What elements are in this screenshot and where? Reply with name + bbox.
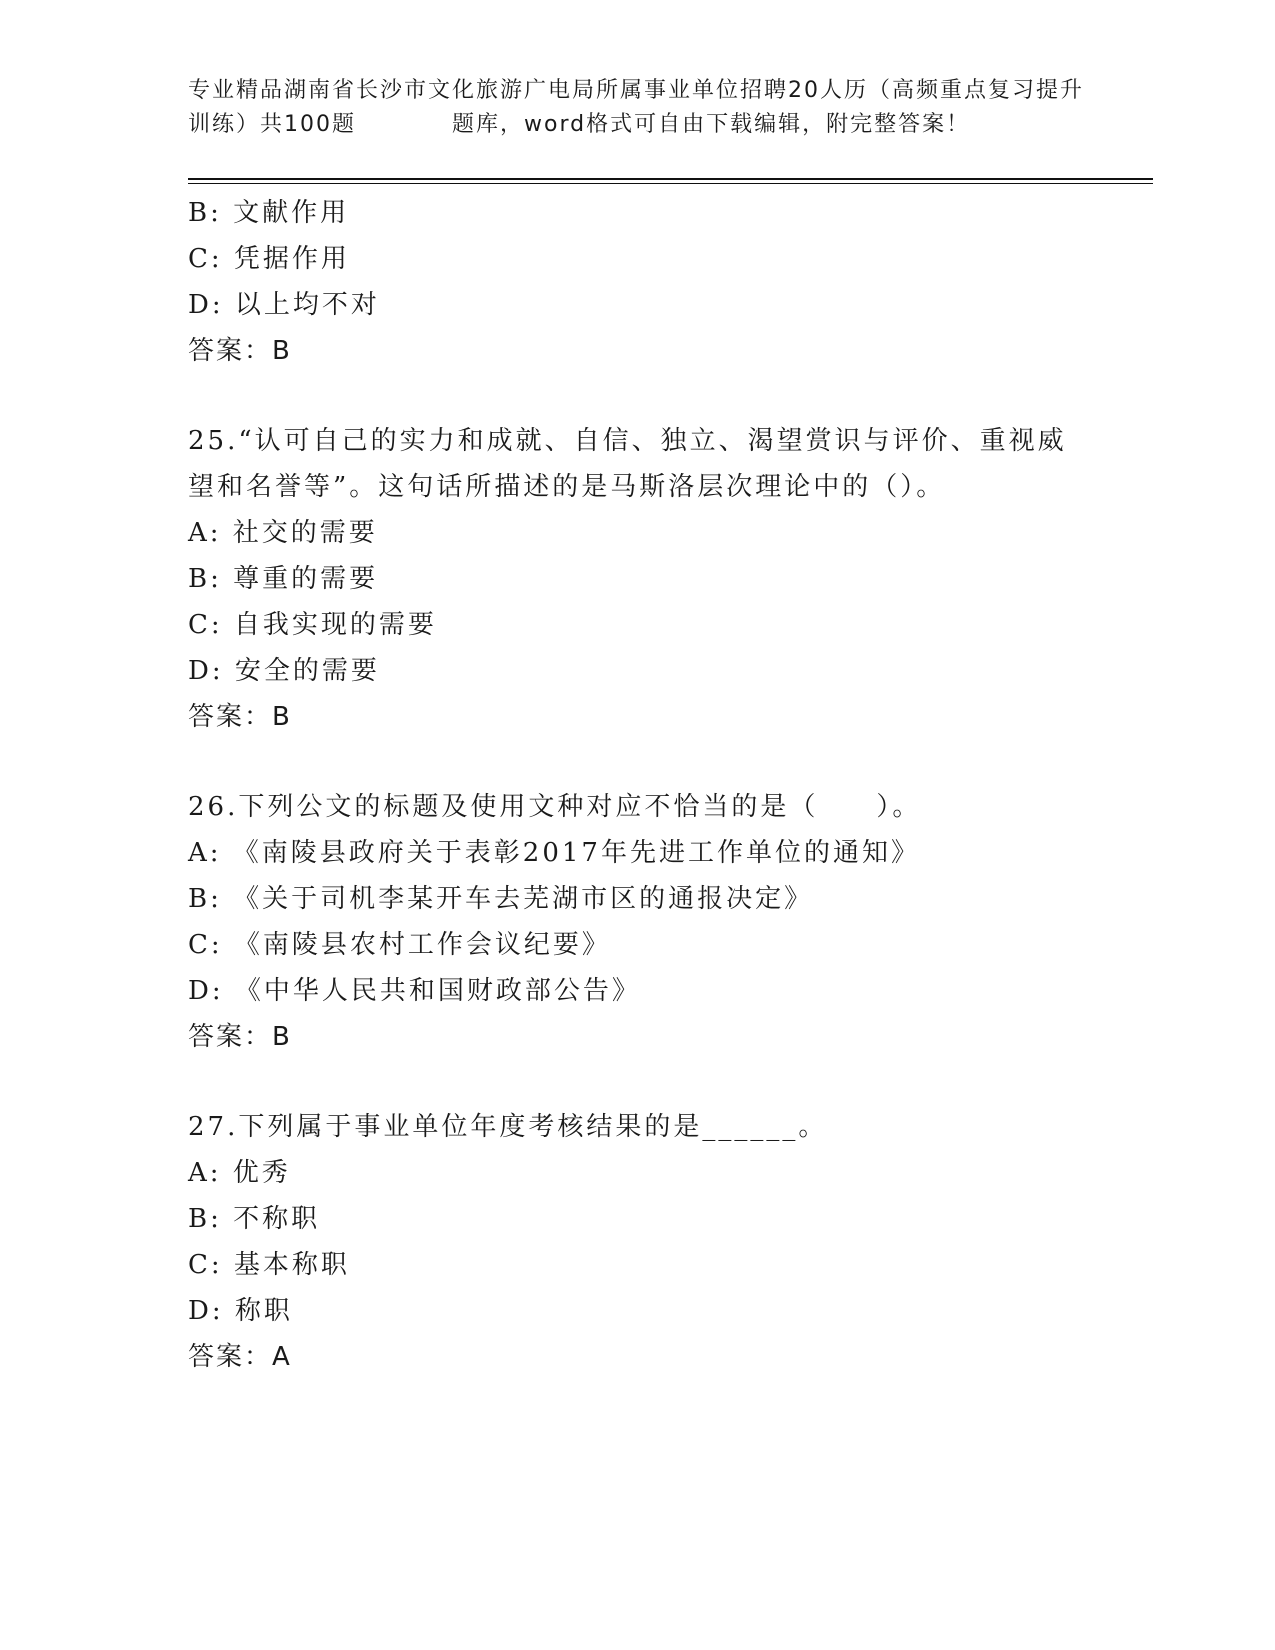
spacer [188,1060,1088,1104]
option-c: C: 凭据作用 [188,244,350,274]
answer-line: 答案：B [188,1022,292,1052]
spacer [188,740,1088,784]
option-a: A: 社交的需要 [188,518,378,548]
document-header [188,74,1088,142]
option-c: C: 基本称职 [188,1250,350,1280]
question-text: 25.“认可自己的实力和成就、自信、独立、渴望赏识与评价、重视威望和名誉等”。这句话所描述的是马斯洛层次理论中的（）。 [188,426,1067,502]
question-26 [188,784,1088,1060]
question-24-continued [188,190,1088,374]
answer-line: 答案：B [188,336,292,366]
option-d: D: 以上均不对 [188,290,380,320]
question-text: 26.下列公文的标题及使用文种对应不恰当的是（ ）。 [188,792,922,822]
option-a: A: 《南陵县政府关于表彰2017年先进工作单位的通知》 [188,838,920,868]
option-d: D: 称职 [188,1296,293,1326]
option-b: B: 不称职 [188,1204,321,1234]
question-list [188,190,1088,1380]
answer-line: 答案：A [188,1342,292,1372]
header-title-part1: 专业精品湖南省长沙市文化旅游广电局所属事业单位招聘20人历（高频重点复习提升训练）共100题 [188,78,1084,137]
answer-line: 答案：B [188,702,292,732]
option-b: B: 文献作用 [188,198,350,228]
question-25 [188,418,1088,740]
option-a: A: 优秀 [188,1158,291,1188]
header-title-part2: 题库，word格式可自由下载编辑，附完整答案！ [452,112,971,137]
spacer [188,374,1088,418]
question-text: 27.下列属于事业单位年度考核结果的是______。 [188,1112,828,1142]
header-rule-thick [188,178,1153,180]
option-d: D: 安全的需要 [188,656,380,686]
header-rule-thin [188,183,1153,184]
option-b: B: 尊重的需要 [188,564,379,594]
option-d: D: 《中华人民共和国财政部公告》 [188,976,641,1006]
option-b: B: 《关于司机李某开车去芜湖市区的通报决定》 [188,884,814,914]
option-c: C: 《南陵县农村工作会议纪要》 [188,930,611,960]
option-c: C: 自我实现的需要 [188,610,437,640]
question-27 [188,1104,1088,1380]
